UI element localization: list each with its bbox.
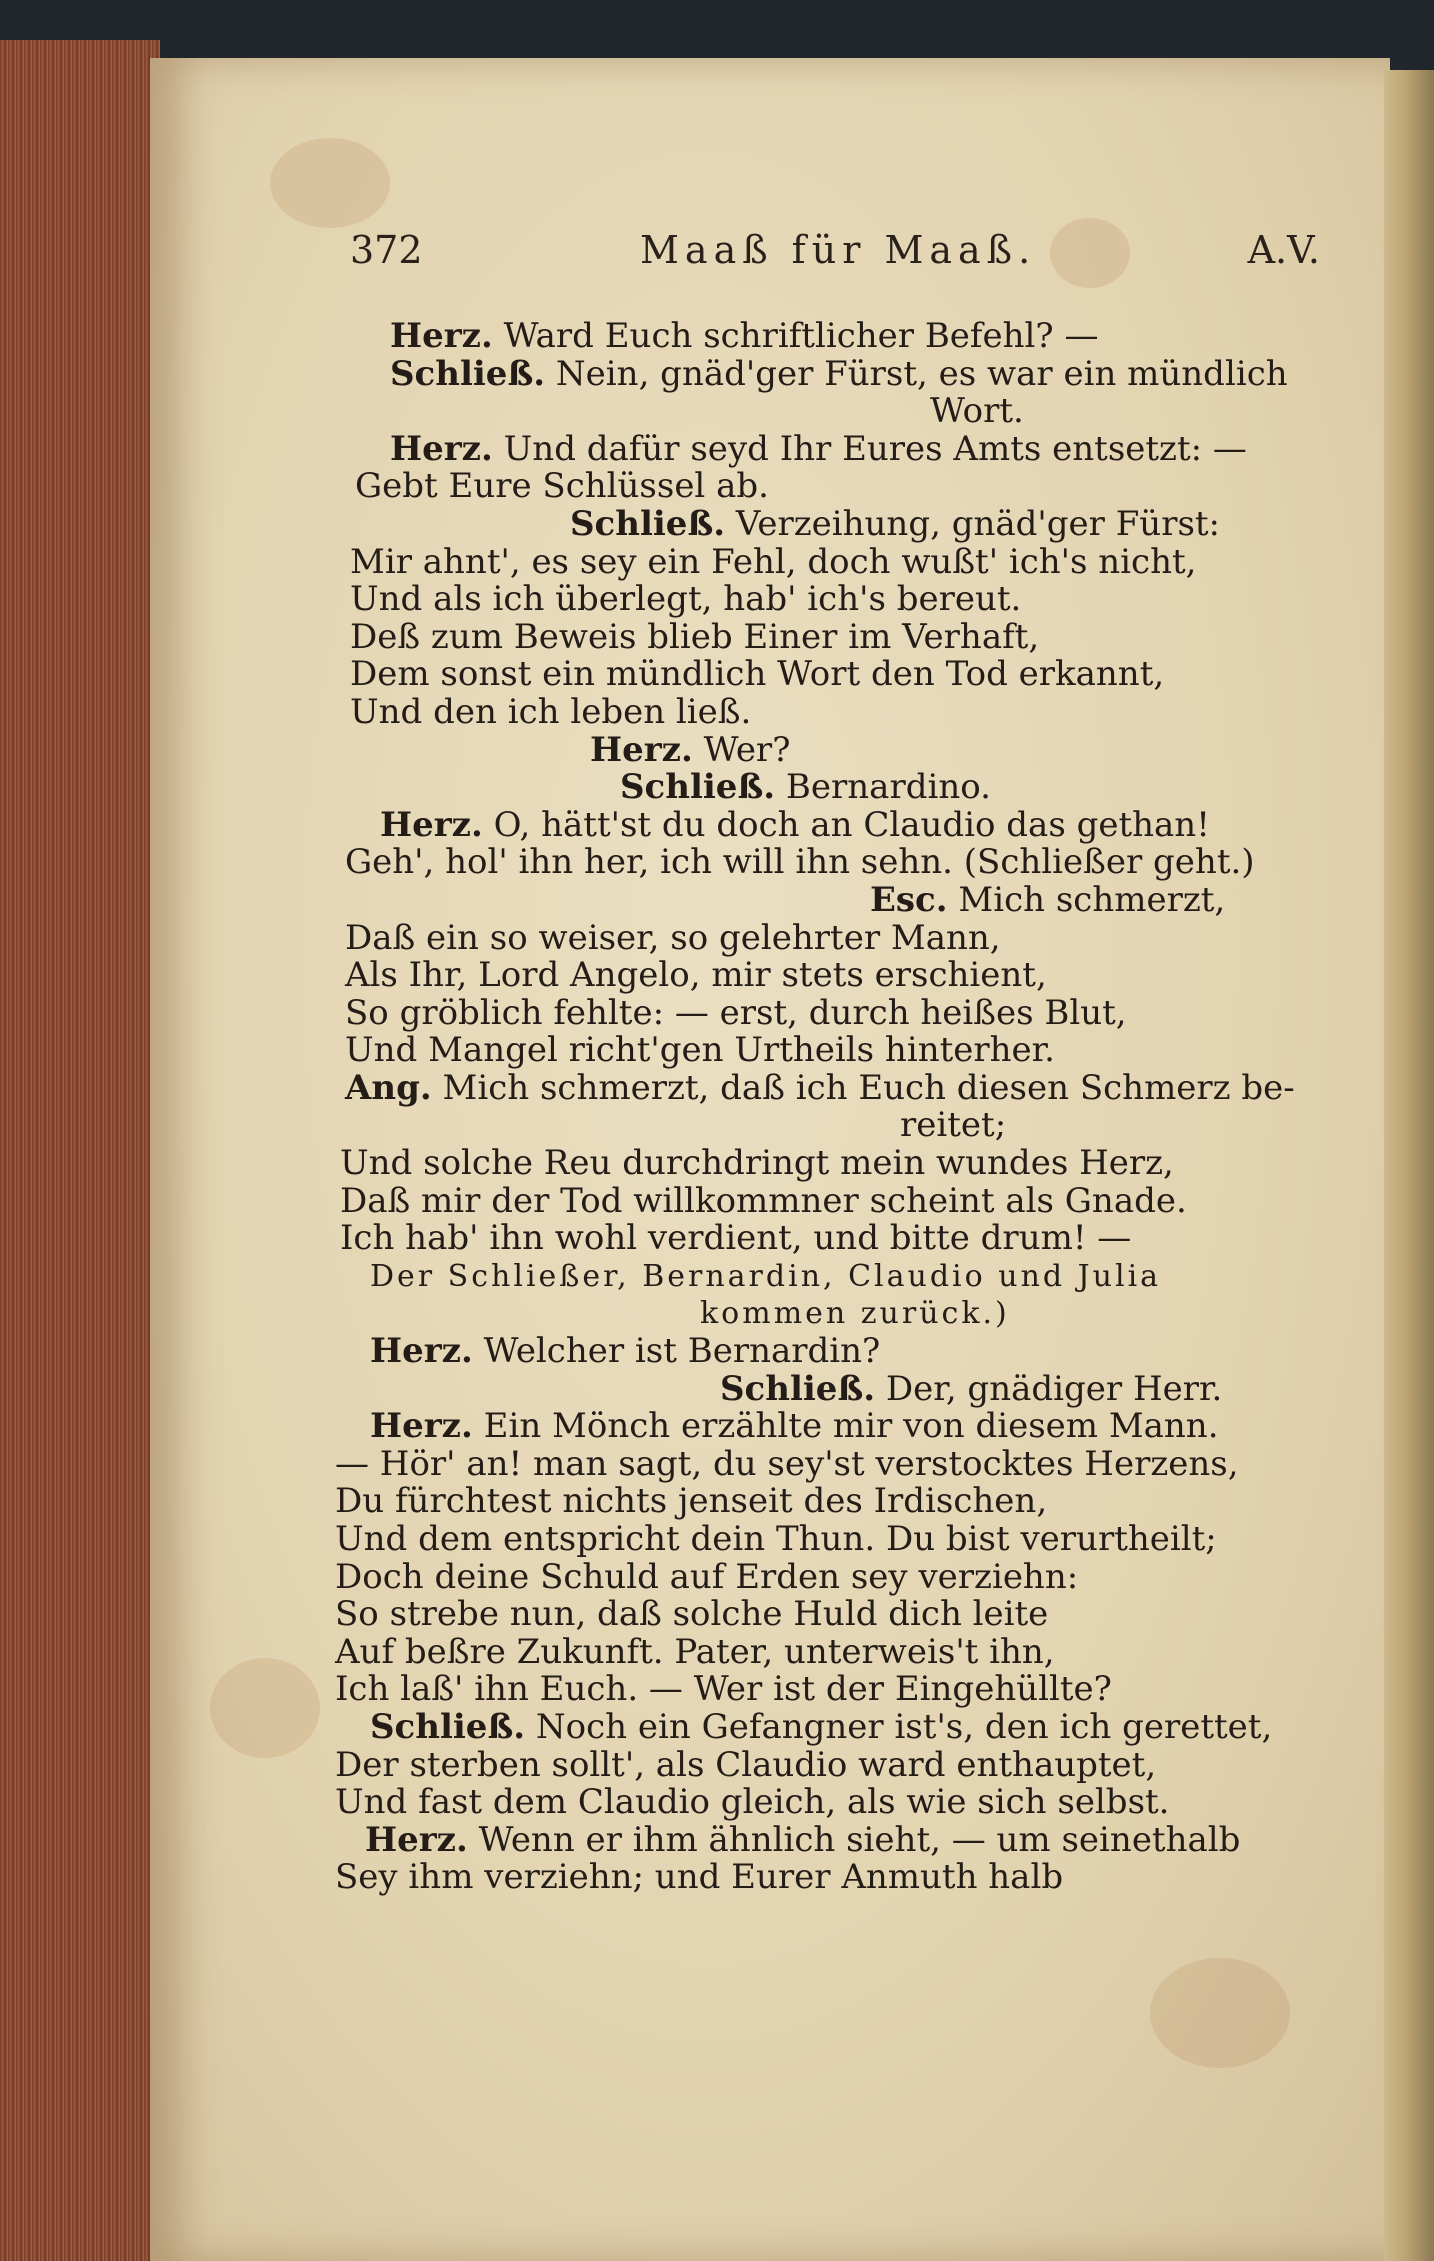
line-text: O, hätt'st du doch an Claudio das gethan! [493,804,1210,845]
speaker-name: Schließ. [720,1368,876,1409]
play-text [330,318,1330,1897]
speaker-name: Herz. [380,804,483,845]
line-text: Und dem entspricht dein Thun. Du bist verurtheilt; [335,1519,1217,1559]
line-text: Nein, gnäd'ger Fürst, es war ein mündlich [555,353,1288,394]
verse-line [330,318,1330,356]
line-text: Wer? [703,729,791,770]
verse-line [330,1067,1330,1108]
verse-line [330,353,1330,394]
verse-line [330,769,1330,807]
speaker-name: Herz. [390,428,493,469]
verse-line [330,1145,1330,1183]
line-text: Mich schmerzt, daß ich Euch diesen Schmerz be- [442,1067,1295,1108]
verse-line [330,1483,1330,1521]
verse-line [330,1443,1330,1484]
paper-stain [1150,1958,1290,2068]
line-text: Ward Euch schriftlicher Befehl? — [503,316,1099,356]
verse-line [330,844,1330,882]
line-text: reitet; [900,1105,1007,1146]
verse-line [330,393,1330,431]
verse-line [330,581,1330,619]
line-text: Sey ihm verziehn; und Eurer Anmuth halb [335,1857,1064,1898]
page-number: 372 [350,228,423,272]
speaker-name: Herz. [370,1331,473,1372]
verse-line [330,879,1330,920]
line-text: Noch ein Gefangner ist's, den ich gerettet, [535,1706,1273,1747]
verse-line [330,992,1330,1033]
line-text: Welcher ist Bernardin? [483,1331,881,1372]
speaker-name: Schließ. [390,353,546,394]
line-text: — Hör' an! man sagt, du sey'st verstocktes Herzens, [335,1443,1239,1484]
line-text: Verzeihung, gnäd'ger Fürst: [735,503,1221,544]
line-text: So strebe nun, daß solche Huld dich leite [335,1594,1049,1635]
line-text: Auf beßre Zukunft. Pater, unterweis't ihn, [335,1631,1055,1672]
verse-line [330,1032,1330,1070]
speaker-name: Herz. [370,1406,473,1447]
verse-line [330,1333,1330,1371]
line-text: Der sterben sollt', als Claudio ward enthauptet, [335,1744,1157,1785]
line-text: Wort. [930,391,1024,432]
line-text: Daß ein so weiser, so gelehrter Mann, [345,917,1001,958]
running-header [350,228,1320,288]
line-text: Mich schmerzt, [958,879,1226,920]
verse-line [330,1671,1330,1709]
line-text: Ich hab' ihn wohl verdient, und bitte drum! — [340,1218,1132,1259]
line-text: Doch deine Schuld auf Erden sey verziehn: [335,1556,1079,1597]
verse-line [330,957,1330,995]
line-text: Der, gnädiger Herr. [885,1368,1223,1409]
line-text: So gröblich fehlte: — erst, durch heißes Blut, [345,992,1127,1033]
verse-line [330,468,1330,506]
running-title: Maaß für Maaß. [640,228,1037,272]
verse-line [330,616,1330,657]
line-text: kommen zurück.) [700,1296,1010,1332]
line-text: Bernardino. [785,767,991,808]
act-marker: A.V. [1247,228,1320,272]
speaker-name: Schließ. [570,503,726,544]
verse-line [330,1556,1330,1597]
verse-line [330,917,1330,958]
line-text: Und dafür seyd Ihr Eures Amts entsetzt: — [503,428,1247,469]
line-text: Deß zum Beweis blieb Einer im Verhaft, [350,616,1040,657]
line-text: Mir ahnt', es sey ein Fehl, doch wußt' ich's nicht, [350,541,1197,582]
paper-stain [270,138,390,228]
verse-line [330,1408,1330,1446]
page-edge-right [1384,70,1434,2261]
verse-line [330,1819,1330,1860]
line-text: Du fürchtest nichts jenseit des Irdischen, [335,1481,1048,1522]
line-text: Dem sonst ein mündlich Wort den Tod erkannt, [350,654,1165,695]
verse-line [330,1521,1330,1559]
verse-line [330,1107,1330,1145]
speaker-name: Schließ. [370,1706,526,1747]
speaker-name: Herz. [590,729,693,770]
line-text: Daß mir der Tod willkommner scheint als Gnade. [340,1180,1187,1221]
verse-line [330,804,1330,845]
line-text: Ich laß' ihn Euch. — Wer ist der Eingehüllte? [335,1669,1112,1710]
verse-line [330,1706,1330,1747]
line-text: Und Mangel richt'gen Urtheils hinterher. [345,1030,1055,1071]
line-text: Und solche Reu durchdringt mein wundes Herz, [340,1143,1174,1184]
speaker-name: Herz. [390,316,493,356]
line-text: Und fast dem Claudio gleich, als wie sich selbst. [335,1782,1170,1823]
verse-line [330,503,1330,544]
speaker-name: Herz. [365,1819,468,1860]
verse-line [330,1220,1330,1258]
verse-line [330,428,1330,469]
line-text: Ein Mönch erzählte mir von diesem Mann. [483,1406,1219,1447]
verse-line [330,729,1330,770]
verse-line [330,1180,1330,1221]
speaker-name: Esc. [870,879,948,920]
line-text: Geh', hol' ihn her, ich will ihn sehn. (Schließer geht.) [345,842,1255,883]
verse-line [330,691,1330,732]
line-text: Als Ihr, Lord Angelo, mir stets erschient, [345,955,1047,996]
verse-line [330,656,1330,694]
verse-line [330,1784,1330,1822]
speaker-name: Schließ. [620,767,776,808]
paper-stain [210,1658,320,1758]
line-text: Und den ich leben ließ. [350,691,752,732]
verse-line [330,1631,1330,1672]
line-text: Wenn er ihm ähnlich sieht, — um seinethalb [478,1819,1241,1860]
speaker-name: Ang. [345,1067,432,1108]
verse-line [330,541,1330,582]
verse-line [330,1596,1330,1634]
stage-direction [330,1295,1330,1333]
line-text: Der Schließer, Bernardin, Claudio und Julia [370,1258,1162,1294]
stage-direction [330,1258,1330,1296]
line-text: Gebt Eure Schlüssel ab. [355,466,769,507]
line-text: Und als ich überlegt, hab' ich's bereut. [350,579,1022,620]
book-edge-left [0,40,160,2261]
verse-line [330,1744,1330,1785]
verse-line [330,1859,1330,1897]
verse-line [330,1368,1330,1409]
